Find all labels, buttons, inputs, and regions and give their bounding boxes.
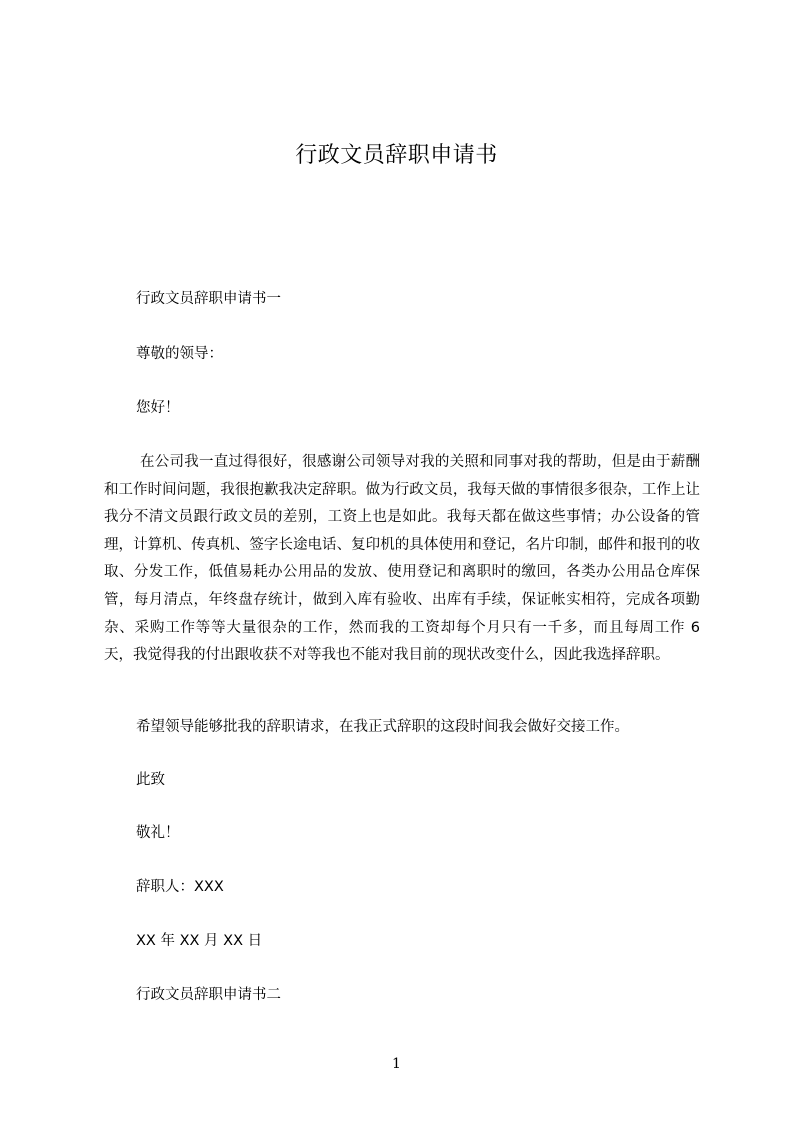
document-title: 行政文员辞职申请书 bbox=[295, 143, 498, 168]
page-number: 1 bbox=[392, 1056, 401, 1072]
section-heading-2: 行政文员辞职申请书二 bbox=[136, 987, 281, 1003]
section-heading-1: 行政文员辞职申请书一 bbox=[136, 291, 281, 307]
salutation: 尊敬的领导： bbox=[136, 346, 223, 362]
request-line: 希望领导能够批我的辞职请求，在我正式辞职的这段时间我会做好交接工作。 bbox=[136, 719, 629, 735]
date: XX 年 XX 月 XX 日 bbox=[136, 933, 263, 949]
closing-line-1: 此致 bbox=[136, 772, 165, 788]
signer: 辞职人：XXX bbox=[136, 879, 224, 895]
closing-line-2: 敬礼！ bbox=[136, 825, 180, 841]
body-paragraph: 在公司我一直过得很好，很感谢公司领导对我的关照和同事对我的帮助，但是由于薪酬和工作时间问题，我很抱歉我决定辞职。做为行政文员，我每天做的事情很多很杂，工作上让我分不清文员跟行政文员的差别，工资上也是如此。我每天都在做这些事情；办公设备的管理，计算机、传真机、签字长途电话、复印机的具体使用和登记，名片印制，邮件和报刊的收取、分发工作，低值易耗办公用品的发放、使用登记和离职时的缴回，各类办公用品仓库保管，每月清点，年终盘存统计，做到入库有验收、出库有手续，保证帐实相符，完成各项勤杂、采购工作等等大量很杂的工作，然而我的工资却每个月只有一千多，而且每周工作 6 天，我觉得我的付出跟收获不对等我也不能对我目前的现状改变什么，因此我选择辞职。 bbox=[104, 454, 700, 664]
greeting: 您好！ bbox=[136, 400, 180, 416]
